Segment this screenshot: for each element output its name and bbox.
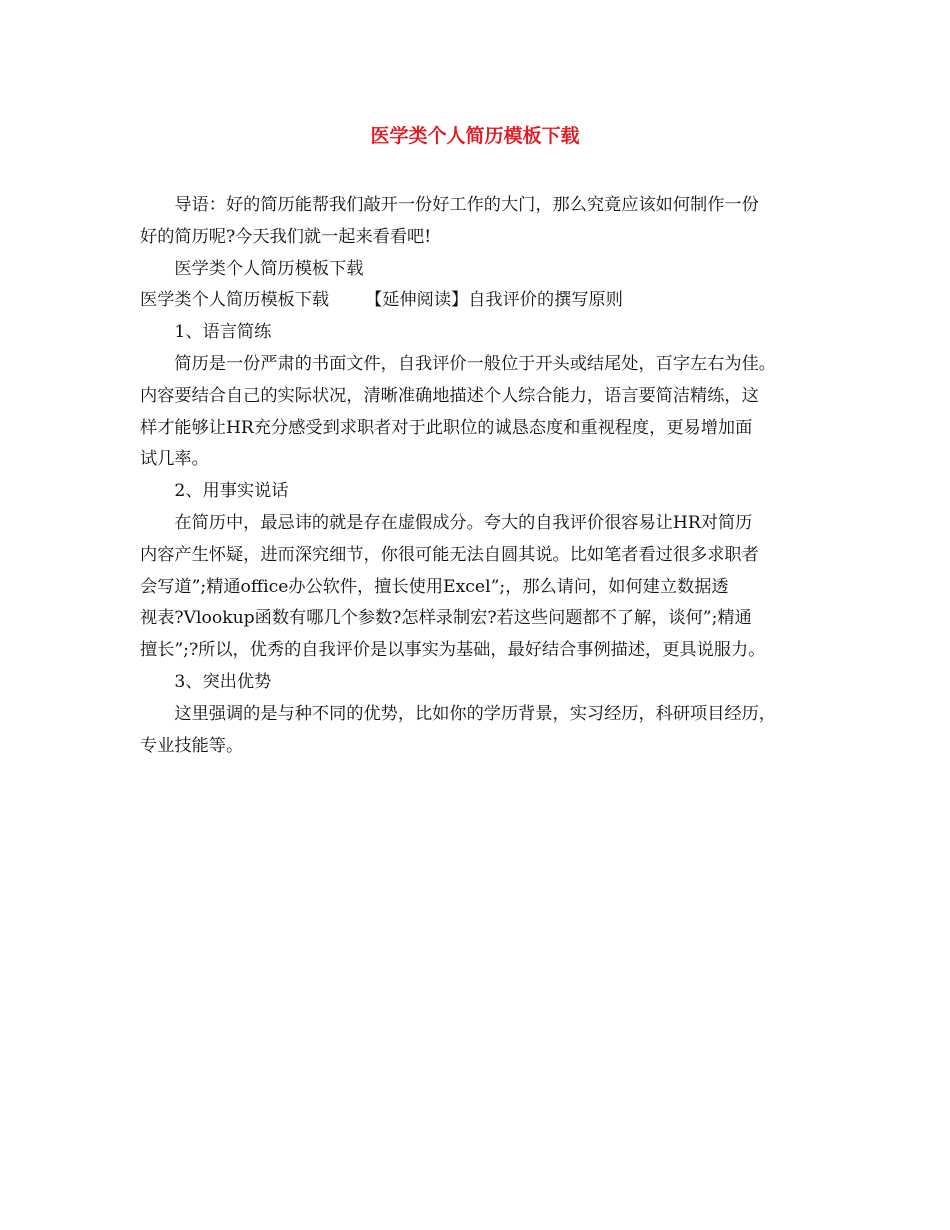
section-text-line: 内容要结合自己的实际状况，清晰准确地描述个人综合能力，语言要简洁精练，这 <box>140 385 759 406</box>
section-text-line: 在简历中，最忌讳的就是存在虚假成分。夸大的自我评价很容易让HR对简历 <box>174 512 753 533</box>
section-1 <box>140 317 820 476</box>
document-body <box>140 190 820 762</box>
section-text-line: 简历是一份严肃的书面文件，自我评价一般位于开头或结尾处，百字左右为佳。 <box>174 353 776 374</box>
extended-reading-link[interactable]: 【延伸阅读】自我评价的撰写原则 <box>365 290 623 311</box>
section-text-line: 视表?Vlookup函数有哪几个参数?怎样录制宏?若这些问题都不了解，谈何”;精通 <box>140 608 752 629</box>
subtitle: 医学类个人简历模板下载 <box>174 258 364 279</box>
intro-line: 好的简历呢?今天我们就一起来看看吧! <box>140 226 432 247</box>
related-link-line <box>140 285 820 317</box>
section-text-line: 内容产生怀疑，进而深究细节，你很可能无法自圆其说。比如笔者看过很多求职者 <box>140 544 759 565</box>
subtitle-paragraph <box>140 254 820 286</box>
section-heading: 3、突出优势 <box>174 671 272 692</box>
section-3 <box>140 667 820 762</box>
section-heading: 2、用事实说话 <box>174 481 289 502</box>
intro-paragraph <box>140 190 820 254</box>
section-text-line: 会写道”;精通office办公软件，擅长使用Excel”;，那么请问，如何建立数据透 <box>140 576 729 597</box>
intro-line: 导语：好的简历能帮我们敲开一份好工作的大门，那么究竟应该如何制作一份 <box>174 195 759 215</box>
section-heading: 1、语言简练 <box>174 322 272 343</box>
page-title: 医学类个人简历模板下载 <box>370 125 580 147</box>
section-text-line: 样才能够让HR充分感受到求职者对于此职位的诚恳态度和重视程度，更易增加面 <box>140 417 753 438</box>
section-text-line: 试几率。 <box>140 449 209 470</box>
section-text-line: 擅长”;?所以，优秀的自我评价是以事实为基础，最好结合事例描述，更具说服力。 <box>140 640 766 661</box>
section-text-line: 这里强调的是与种不同的优势，比如你的学历背景，实习经历，科研项目经历， <box>174 703 776 724</box>
related-title: 医学类个人简历模板下载 <box>140 290 330 311</box>
section-text-line: 专业技能等。 <box>140 735 244 756</box>
section-2 <box>140 476 820 667</box>
